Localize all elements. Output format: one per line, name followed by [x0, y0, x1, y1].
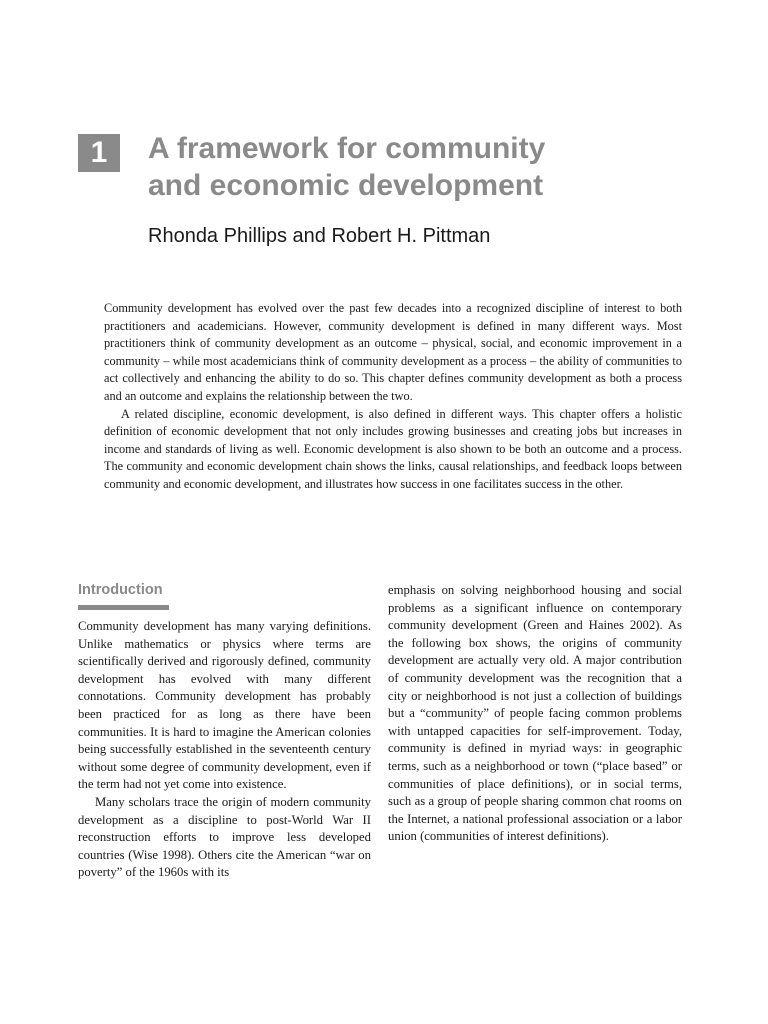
- body-paragraph: Community development has many varying definitions. Unlike mathematics or physics where terms are scientifically derived and rigorously defined, community development has evolved with many different connotations. Community development has probably been practiced for as long as there have been communities. It is hard to imagine the American colonies being successfully established in the seventeenth century without some degree of community development, even if the term had not yet come into existence.: [78, 619, 371, 792]
- body-column-left: [78, 618, 371, 882]
- body-paragraph: Many scholars trace the origin of modern community development as a discipline to post-World War II reconstruction efforts to improve less developed countries (Wise 1998). Others cite the American “war on poverty” of the 1960s with its: [78, 794, 371, 880]
- section-heading-rule: [78, 605, 169, 610]
- abstract-paragraph: Community development has evolved over the past few decades into a recognized discipline of interest to both practitioners and academicians. However, community development is defined in many different ways. Most practitioners think of community development as an outcome – physical, social, and economic improvement in a community – while most academicians think of community development as a process – the ability of communities to act collectively and enhancing the ability to do so. This chapter defines community development as both a process and an outcome and explains the relationship between the two.: [104, 301, 682, 403]
- chapter-title-line-2: and economic development: [148, 169, 544, 202]
- body-paragraph: emphasis on solving neighborhood housing and social problems as a significant influence on contemporary community development (Green and Haines 2002). As the following box shows, the origins of community development are actually very old. A major contribution of community development was the recognition that a city or neighborhood is not just a collection of buildings but a “community” of people facing common problems with untapped capacities for self-improvement. Today, community is defined in myriad ways: in geographic terms, such as a neighborhood or town (“place based” or communities of place definitions), or in social terms, such as a group of people sharing common chat rooms on the Internet, a national professional association or a labor union (communities of interest definitions).: [388, 583, 682, 844]
- section-heading-introduction: Introduction: [78, 582, 163, 598]
- chapter-number-badge: 1: [78, 134, 120, 172]
- body-column-right: [388, 582, 682, 846]
- chapter-title: [148, 130, 708, 204]
- chapter-title-line-1: A framework for community: [148, 132, 546, 165]
- chapter-authors: Rhonda Phillips and Robert H. Pittman: [148, 225, 491, 247]
- abstract-paragraph: A related discipline, economic development, is also defined in different ways. This chapter offers a holistic definition of economic development that not only includes growing businesses and creating jobs but increases in income and standards of living as well. Economic development is also shown to be both an outcome and a process. The community and economic development chain shows the links, causal relationships, and feedback loops between community and economic development, and illustrates how success in one facilitates success in the other.: [104, 406, 682, 491]
- chapter-abstract: [104, 300, 682, 494]
